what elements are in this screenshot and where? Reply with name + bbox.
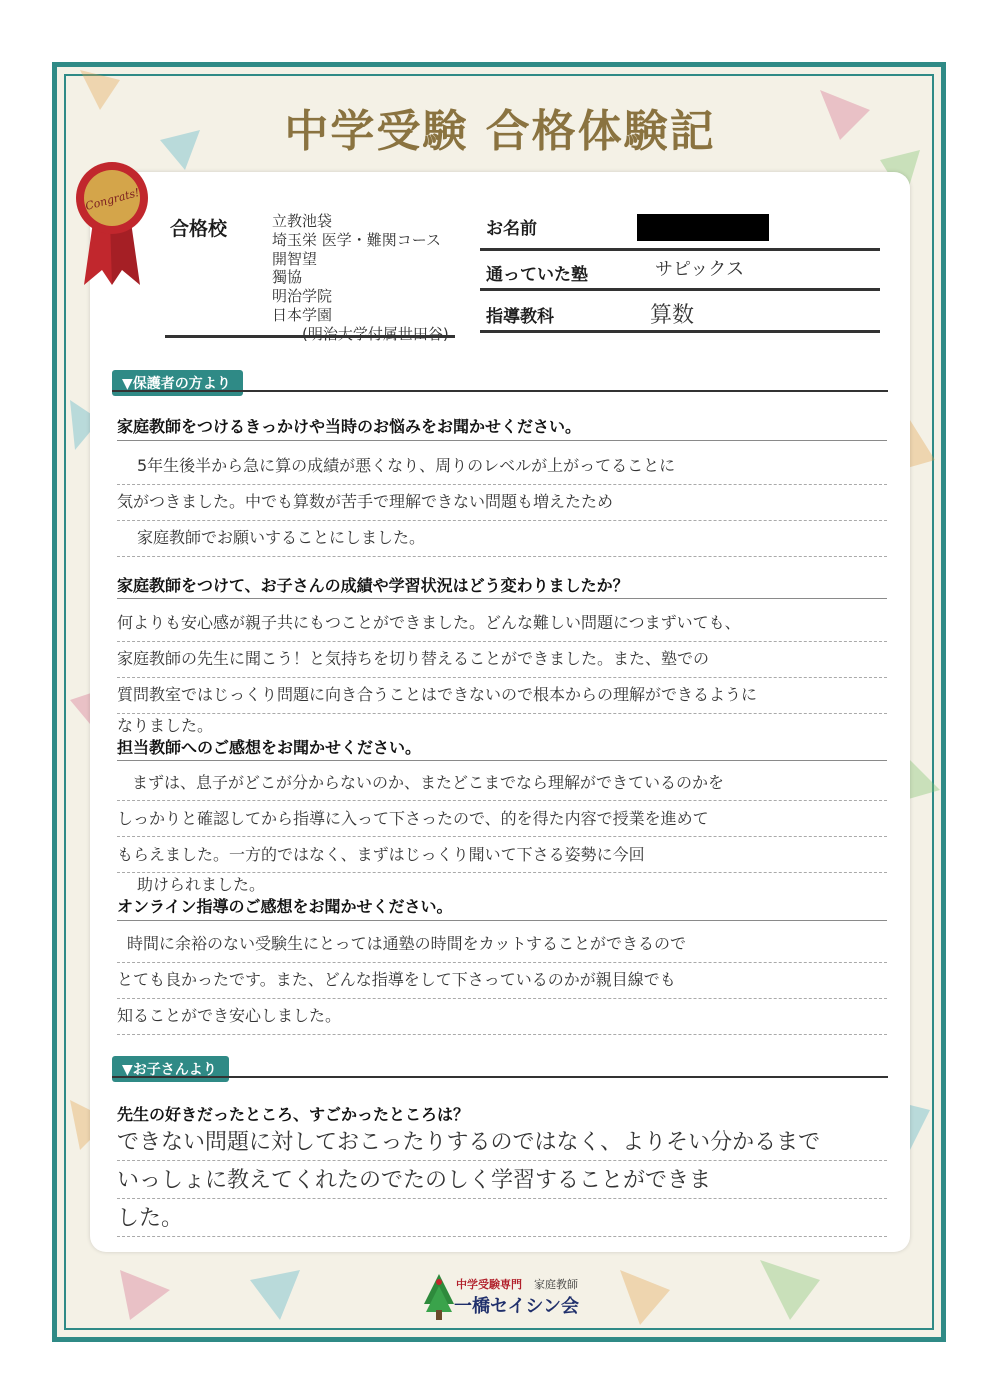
child-question-1: 先生の好きだったところ、すごかったところは？	[117, 1105, 470, 1124]
parent-answer-4	[117, 926, 907, 1034]
answer-line: まずは、息子がどこが分からないのか、またどこまでなら理解ができているのかを	[132, 773, 725, 792]
school-item: 埼玉栄 医学・難関コース	[272, 230, 442, 249]
school-item: 明治学院	[272, 287, 333, 305]
answer-line: した。	[117, 1206, 184, 1231]
rosette-text: Congrats!	[83, 185, 141, 213]
juku-underline	[480, 288, 880, 291]
parent-answer-1	[117, 448, 907, 556]
answer-rule	[117, 962, 887, 963]
question-rule	[117, 760, 887, 761]
school-item: 立教池袋	[272, 212, 333, 230]
answer-line: 家庭教師でお願いすることにしました。	[137, 528, 426, 547]
parent-question-2: 家庭教師をつけて、お子さんの成績や学習状況はどう変わりましたか？	[117, 576, 629, 595]
name-label: お名前	[486, 219, 537, 239]
answer-rule	[117, 556, 887, 557]
subject-value: 算数	[650, 303, 695, 328]
question-rule	[117, 440, 887, 441]
question-rule	[117, 598, 887, 599]
answer-rule	[117, 641, 887, 642]
school-label: 合格校	[170, 218, 228, 240]
parent-answer-2	[117, 605, 907, 739]
juku-label: 通っていた塾	[486, 265, 588, 285]
name-underline	[480, 248, 880, 251]
child-section-tag: ▼お子さんより	[112, 1056, 229, 1082]
logo-tagline: 中学受験専門	[456, 1278, 522, 1291]
tree-logo-icon	[424, 1274, 454, 1320]
answer-rule	[117, 800, 887, 801]
answer-rule	[117, 520, 887, 521]
answer-line: 助けられました。	[137, 875, 266, 894]
answer-rule	[117, 677, 887, 678]
answer-line: 知ることができ安心しました。	[117, 1006, 342, 1025]
parent-question-4: オンライン指導のご感想をお聞かせください。	[117, 897, 453, 916]
answer-rule	[117, 1198, 887, 1199]
parent-answer-3	[117, 765, 907, 897]
logo-subtitle: 家庭教師	[534, 1278, 578, 1291]
answer-line: 5年生後半から急に算の成績が悪くなり、周りのレベルが上がってることに	[137, 456, 676, 475]
juku-value: サピックス	[655, 259, 745, 280]
parent-question-3: 担当教師へのご感想をお聞かせください。	[117, 738, 422, 757]
question-rule	[117, 920, 887, 921]
answer-line: 時間に余裕のない受験生にとっては通塾の時間をカットすることができるので	[127, 934, 687, 953]
school-underline	[165, 335, 455, 338]
answer-rule	[117, 1160, 887, 1161]
answer-line: 家庭教師の先生に聞こう！と気持ちを切り替えることができました。また、塾での	[117, 649, 710, 668]
answer-rule	[117, 484, 887, 485]
name-redaction	[637, 214, 769, 241]
congrats-rosette-icon	[72, 160, 152, 290]
answer-rule	[117, 998, 887, 999]
parent-section-tag: ▼保護者の方より	[112, 370, 243, 396]
school-list	[272, 212, 449, 343]
subject-underline	[480, 330, 880, 333]
school-item: (明治大学付属世田谷)	[302, 324, 449, 343]
logo-company-name: 一橋セイシン会	[454, 1296, 580, 1317]
answer-line: いっしょに教えてくれたのでたのしく学習することができま	[117, 1168, 712, 1193]
answer-line: とても良かったです。また、どんな指導をして下さっているのかが親目線でも	[117, 970, 676, 989]
page-title: 中学受験 合格体験記	[284, 106, 716, 157]
answer-rule	[117, 1236, 887, 1237]
answer-line: なりました。	[117, 716, 214, 735]
answer-line: しっかりと確認してから指導に入って下さったので、的を得た内容で授業を進めて	[117, 809, 709, 828]
school-item: 開智望	[272, 249, 318, 268]
answer-line: できない問題に対しておこったりするのではなく、よりそい分かるまで	[117, 1130, 821, 1155]
parent-question-1: 家庭教師をつけるきっかけや当時のお悩みをお聞かせください。	[117, 417, 582, 436]
school-item: 獨協	[272, 268, 303, 287]
child-section-rule	[112, 1076, 888, 1078]
answer-line: 質問教室ではじっくり問題に向き合うことはできないので根本からの理解ができるように	[117, 685, 758, 704]
answer-rule	[117, 713, 887, 714]
parent-section-rule	[112, 390, 888, 392]
answer-rule	[117, 1034, 887, 1035]
answer-line: 何よりも安心感が親子共にもつことができました。どんな難しい問題につまずいても、	[117, 613, 741, 632]
answer-rule	[117, 836, 887, 837]
subject-label: 指導教科	[486, 307, 554, 327]
answer-rule	[117, 872, 887, 873]
answer-line: もらえました。一方的ではなく、まずはじっくり聞いて下さる姿勢に今回	[117, 845, 645, 864]
child-answer-1	[117, 1124, 907, 1238]
answer-line: 気がつきました。中でも算数が苦手で理解できない問題も増えたため	[117, 492, 614, 511]
school-item: 日本学園	[272, 305, 333, 324]
